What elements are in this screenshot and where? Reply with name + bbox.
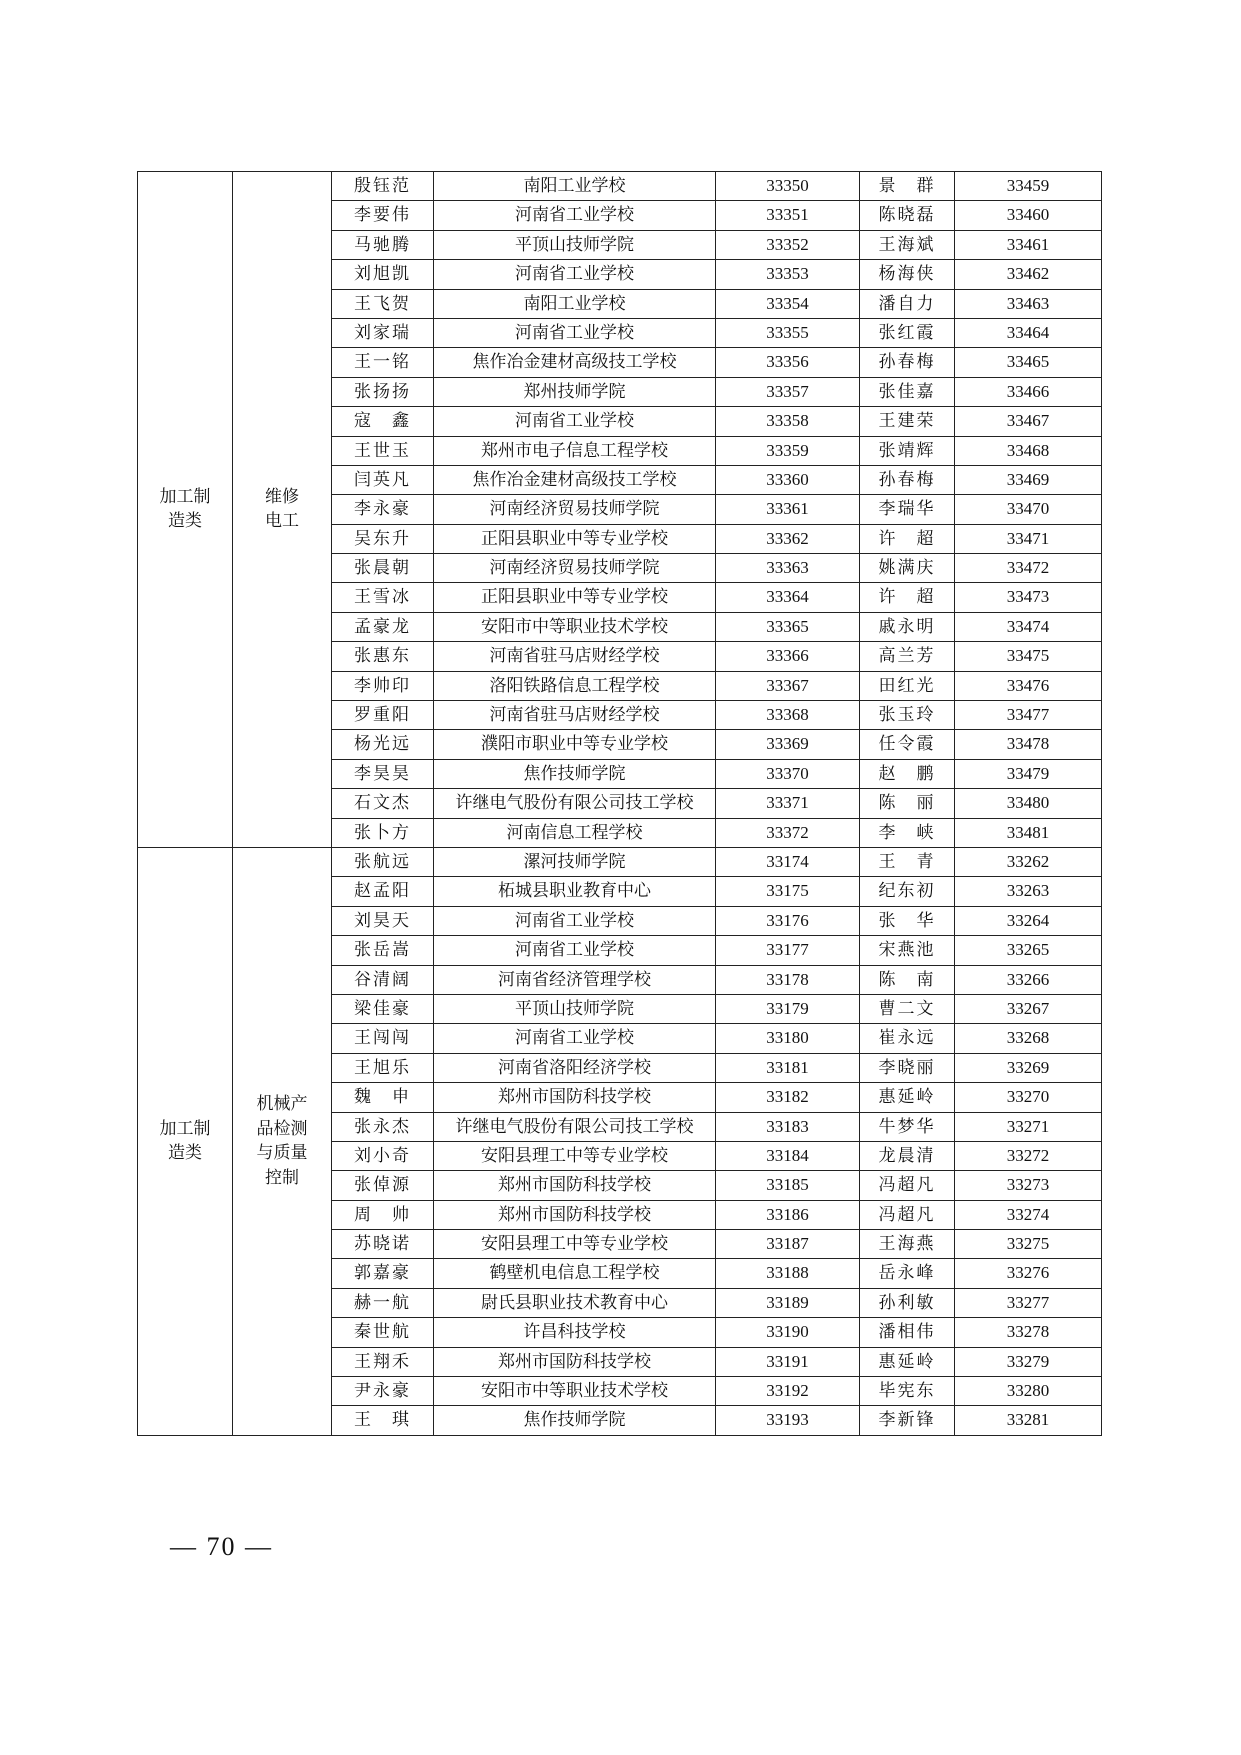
- student-name-cell: 郭嘉豪: [332, 1259, 434, 1288]
- teacher-name-cell: 王海斌: [860, 230, 955, 259]
- student-name-cell: 吴东升: [332, 524, 434, 553]
- student-name-cell: 刘昊天: [332, 906, 434, 935]
- teacher-name-cell: 惠延岭: [860, 1347, 955, 1376]
- category-cell: [138, 847, 233, 1435]
- teacher-code-cell: 33470: [955, 495, 1102, 524]
- teacher-name-cell: 纪东初: [860, 877, 955, 906]
- teacher-code-cell: 33263: [955, 877, 1102, 906]
- table-row: [138, 172, 1102, 201]
- specialty-line: 电工: [265, 511, 299, 532]
- school-cell: 河南省经济管理学校: [434, 965, 716, 994]
- school-cell: 焦作冶金建材高级技工学校: [434, 465, 716, 494]
- student-name-cell: 苏晓诺: [332, 1230, 434, 1259]
- teacher-name-cell: 张玉玲: [860, 701, 955, 730]
- school-cell: 河南省工业学校: [434, 201, 716, 230]
- teacher-code-cell: 33469: [955, 465, 1102, 494]
- student-name-cell: 王世玉: [332, 436, 434, 465]
- student-code-cell: 33351: [716, 201, 860, 230]
- specialty-line: 与质量: [256, 1143, 308, 1164]
- student-name-cell: 李帅印: [332, 671, 434, 700]
- student-code-cell: 33369: [716, 730, 860, 759]
- teacher-code-cell: 33265: [955, 936, 1102, 965]
- school-cell: 尉氏县职业技术教育中心: [434, 1288, 716, 1317]
- student-code-cell: 33187: [716, 1230, 860, 1259]
- page-number: — 70 —: [170, 1532, 273, 1561]
- student-name-cell: 张卜方: [332, 818, 434, 847]
- teacher-code-cell: 33267: [955, 994, 1102, 1023]
- student-name-cell: 张航远: [332, 847, 434, 876]
- teacher-name-cell: 李晓丽: [860, 1053, 955, 1082]
- student-name-cell: 张晨朝: [332, 554, 434, 583]
- student-code-cell: 33360: [716, 465, 860, 494]
- school-cell: 河南省工业学校: [434, 936, 716, 965]
- teacher-name-cell: 姚满庆: [860, 554, 955, 583]
- teacher-name-cell: 龙晨清: [860, 1141, 955, 1170]
- student-name-cell: 赫一航: [332, 1288, 434, 1317]
- school-cell: 安阳县理工中等专业学校: [434, 1230, 716, 1259]
- teacher-code-cell: 33280: [955, 1377, 1102, 1406]
- school-cell: 郑州市国防科技学校: [434, 1083, 716, 1112]
- school-cell: 许继电气股份有限公司技工学校: [434, 1112, 716, 1141]
- teacher-code-cell: 33460: [955, 201, 1102, 230]
- school-cell: 郑州市国防科技学校: [434, 1347, 716, 1376]
- school-cell: 焦作技师学院: [434, 759, 716, 788]
- teacher-code-cell: 33281: [955, 1406, 1102, 1435]
- category-cell: [138, 172, 233, 848]
- school-cell: 河南信息工程学校: [434, 818, 716, 847]
- student-code-cell: 33368: [716, 701, 860, 730]
- school-cell: 河南省工业学校: [434, 906, 716, 935]
- teacher-name-cell: 戚永明: [860, 612, 955, 641]
- school-cell: 焦作技师学院: [434, 1406, 716, 1435]
- teacher-name-cell: 牛梦华: [860, 1112, 955, 1141]
- table-row: [138, 847, 1102, 876]
- teacher-name-cell: 张靖辉: [860, 436, 955, 465]
- school-cell: 正阳县职业中等专业学校: [434, 583, 716, 612]
- student-code-cell: 33350: [716, 172, 860, 201]
- specialty-line: 维修: [265, 486, 299, 507]
- teacher-code-cell: 33465: [955, 348, 1102, 377]
- school-cell: 柘城县职业教育中心: [434, 877, 716, 906]
- specialty-line: 机械产: [256, 1094, 308, 1115]
- school-cell: 河南省驻马店财经学校: [434, 701, 716, 730]
- teacher-name-cell: 张佳嘉: [860, 377, 955, 406]
- category-line: 加工制: [159, 486, 211, 507]
- student-code-cell: 33358: [716, 407, 860, 436]
- student-name-cell: 谷清阔: [332, 965, 434, 994]
- results-table: [137, 171, 1102, 1436]
- student-code-cell: 33370: [716, 759, 860, 788]
- school-cell: 河南省工业学校: [434, 407, 716, 436]
- student-name-cell: 尹永豪: [332, 1377, 434, 1406]
- student-name-cell: 王 琪: [332, 1406, 434, 1435]
- teacher-name-cell: 许 超: [860, 583, 955, 612]
- school-cell: 许昌科技学校: [434, 1318, 716, 1347]
- student-code-cell: 33185: [716, 1171, 860, 1200]
- teacher-code-cell: 33467: [955, 407, 1102, 436]
- student-code-cell: 33364: [716, 583, 860, 612]
- teacher-name-cell: 王 青: [860, 847, 955, 876]
- student-code-cell: 33192: [716, 1377, 860, 1406]
- teacher-name-cell: 冯超凡: [860, 1171, 955, 1200]
- student-code-cell: 33190: [716, 1318, 860, 1347]
- teacher-code-cell: 33480: [955, 789, 1102, 818]
- school-cell: 平顶山技师学院: [434, 994, 716, 1023]
- teacher-code-cell: 33461: [955, 230, 1102, 259]
- teacher-code-cell: 33273: [955, 1171, 1102, 1200]
- student-name-cell: 罗重阳: [332, 701, 434, 730]
- teacher-name-cell: 冯超凡: [860, 1200, 955, 1229]
- school-cell: 河南省洛阳经济学校: [434, 1053, 716, 1082]
- teacher-name-cell: 杨海侠: [860, 260, 955, 289]
- school-cell: 焦作冶金建材高级技工学校: [434, 348, 716, 377]
- school-cell: 安阳市中等职业技术学校: [434, 612, 716, 641]
- student-name-cell: 张倬源: [332, 1171, 434, 1200]
- student-code-cell: 33176: [716, 906, 860, 935]
- teacher-name-cell: 田红光: [860, 671, 955, 700]
- student-name-cell: 殷钰范: [332, 172, 434, 201]
- school-cell: 河南省工业学校: [434, 318, 716, 347]
- teacher-name-cell: 潘自力: [860, 289, 955, 318]
- teacher-code-cell: 33477: [955, 701, 1102, 730]
- school-cell: 河南经济贸易技师学院: [434, 554, 716, 583]
- student-code-cell: 33365: [716, 612, 860, 641]
- student-name-cell: 梁佳豪: [332, 994, 434, 1023]
- school-cell: 平顶山技师学院: [434, 230, 716, 259]
- student-name-cell: 闫英凡: [332, 465, 434, 494]
- teacher-code-cell: 33464: [955, 318, 1102, 347]
- teacher-code-cell: 33478: [955, 730, 1102, 759]
- teacher-code-cell: 33476: [955, 671, 1102, 700]
- teacher-code-cell: 33479: [955, 759, 1102, 788]
- student-name-cell: 张岳嵩: [332, 936, 434, 965]
- student-code-cell: 33184: [716, 1141, 860, 1170]
- teacher-name-cell: 李瑞华: [860, 495, 955, 524]
- student-name-cell: 王翔禾: [332, 1347, 434, 1376]
- teacher-code-cell: 33264: [955, 906, 1102, 935]
- teacher-name-cell: 潘相伟: [860, 1318, 955, 1347]
- teacher-code-cell: 33471: [955, 524, 1102, 553]
- student-code-cell: 33357: [716, 377, 860, 406]
- teacher-name-cell: 李新锋: [860, 1406, 955, 1435]
- student-name-cell: 马驰腾: [332, 230, 434, 259]
- specialty-line: 控制: [265, 1168, 299, 1189]
- student-code-cell: 33178: [716, 965, 860, 994]
- teacher-code-cell: 33468: [955, 436, 1102, 465]
- student-name-cell: 秦世航: [332, 1318, 434, 1347]
- student-code-cell: 33186: [716, 1200, 860, 1229]
- school-cell: 河南经济贸易技师学院: [434, 495, 716, 524]
- school-cell: 河南省工业学校: [434, 260, 716, 289]
- teacher-name-cell: 张红霞: [860, 318, 955, 347]
- student-name-cell: 王飞贺: [332, 289, 434, 318]
- student-name-cell: 王雪冰: [332, 583, 434, 612]
- teacher-code-cell: 33475: [955, 642, 1102, 671]
- student-code-cell: 33177: [716, 936, 860, 965]
- school-cell: 濮阳市职业中等专业学校: [434, 730, 716, 759]
- teacher-name-cell: 李 峡: [860, 818, 955, 847]
- teacher-code-cell: 33481: [955, 818, 1102, 847]
- school-cell: 漯河技师学院: [434, 847, 716, 876]
- student-code-cell: 33180: [716, 1024, 860, 1053]
- student-name-cell: 刘小奇: [332, 1141, 434, 1170]
- student-name-cell: 王一铭: [332, 348, 434, 377]
- teacher-name-cell: 陈 丽: [860, 789, 955, 818]
- student-code-cell: 33356: [716, 348, 860, 377]
- student-name-cell: 寇 鑫: [332, 407, 434, 436]
- student-code-cell: 33174: [716, 847, 860, 876]
- category-line: 造类: [168, 511, 202, 532]
- student-code-cell: 33359: [716, 436, 860, 465]
- teacher-name-cell: 高兰芳: [860, 642, 955, 671]
- teacher-code-cell: 33277: [955, 1288, 1102, 1317]
- student-code-cell: 33363: [716, 554, 860, 583]
- student-code-cell: 33179: [716, 994, 860, 1023]
- student-code-cell: 33175: [716, 877, 860, 906]
- teacher-name-cell: 陈晓磊: [860, 201, 955, 230]
- student-code-cell: 33191: [716, 1347, 860, 1376]
- student-name-cell: 李昊昊: [332, 759, 434, 788]
- student-code-cell: 33189: [716, 1288, 860, 1317]
- school-cell: 洛阳铁路信息工程学校: [434, 671, 716, 700]
- student-name-cell: 张永杰: [332, 1112, 434, 1141]
- student-code-cell: 33182: [716, 1083, 860, 1112]
- teacher-name-cell: 曹二文: [860, 994, 955, 1023]
- table-body: [138, 172, 1102, 1436]
- student-name-cell: 李要伟: [332, 201, 434, 230]
- student-name-cell: 李永豪: [332, 495, 434, 524]
- student-code-cell: 33193: [716, 1406, 860, 1435]
- teacher-name-cell: 毕宪东: [860, 1377, 955, 1406]
- teacher-code-cell: 33466: [955, 377, 1102, 406]
- student-name-cell: 刘旭凯: [332, 260, 434, 289]
- teacher-name-cell: 惠延岭: [860, 1083, 955, 1112]
- student-code-cell: 33354: [716, 289, 860, 318]
- teacher-code-cell: 33278: [955, 1318, 1102, 1347]
- teacher-code-cell: 33472: [955, 554, 1102, 583]
- teacher-name-cell: 任令霞: [860, 730, 955, 759]
- school-cell: 南阳工业学校: [434, 172, 716, 201]
- teacher-code-cell: 33463: [955, 289, 1102, 318]
- specialty-cell: [233, 847, 332, 1435]
- teacher-name-cell: 张 华: [860, 906, 955, 935]
- school-cell: 正阳县职业中等专业学校: [434, 524, 716, 553]
- teacher-code-cell: 33271: [955, 1112, 1102, 1141]
- school-cell: 郑州市国防科技学校: [434, 1171, 716, 1200]
- student-name-cell: 孟豪龙: [332, 612, 434, 641]
- teacher-name-cell: 王建荣: [860, 407, 955, 436]
- student-code-cell: 33188: [716, 1259, 860, 1288]
- school-cell: 河南省驻马店财经学校: [434, 642, 716, 671]
- teacher-name-cell: 崔永远: [860, 1024, 955, 1053]
- school-cell: 鹤壁机电信息工程学校: [434, 1259, 716, 1288]
- teacher-code-cell: 33462: [955, 260, 1102, 289]
- school-cell: 郑州市国防科技学校: [434, 1200, 716, 1229]
- student-code-cell: 33352: [716, 230, 860, 259]
- student-code-cell: 33353: [716, 260, 860, 289]
- teacher-code-cell: 33276: [955, 1259, 1102, 1288]
- student-name-cell: 王旭乐: [332, 1053, 434, 1082]
- teacher-code-cell: 33459: [955, 172, 1102, 201]
- teacher-code-cell: 33268: [955, 1024, 1102, 1053]
- school-cell: 河南省工业学校: [434, 1024, 716, 1053]
- school-cell: 南阳工业学校: [434, 289, 716, 318]
- student-name-cell: 王闯闯: [332, 1024, 434, 1053]
- teacher-name-cell: 孙春梅: [860, 465, 955, 494]
- teacher-name-cell: 岳永峰: [860, 1259, 955, 1288]
- student-name-cell: 赵孟阳: [332, 877, 434, 906]
- teacher-code-cell: 33272: [955, 1141, 1102, 1170]
- school-cell: 郑州市电子信息工程学校: [434, 436, 716, 465]
- student-code-cell: 33361: [716, 495, 860, 524]
- teacher-code-cell: 33262: [955, 847, 1102, 876]
- student-name-cell: 刘家瑞: [332, 318, 434, 347]
- teacher-code-cell: 33269: [955, 1053, 1102, 1082]
- teacher-name-cell: 许 超: [860, 524, 955, 553]
- student-name-cell: 魏 申: [332, 1083, 434, 1112]
- school-cell: 安阳市中等职业技术学校: [434, 1377, 716, 1406]
- student-name-cell: 杨光远: [332, 730, 434, 759]
- teacher-name-cell: 王海燕: [860, 1230, 955, 1259]
- teacher-name-cell: 孙春梅: [860, 348, 955, 377]
- student-code-cell: 33367: [716, 671, 860, 700]
- teacher-code-cell: 33474: [955, 612, 1102, 641]
- teacher-code-cell: 33274: [955, 1200, 1102, 1229]
- student-code-cell: 33371: [716, 789, 860, 818]
- student-name-cell: 石文杰: [332, 789, 434, 818]
- teacher-name-cell: 孙利敏: [860, 1288, 955, 1317]
- teacher-name-cell: 赵 鹏: [860, 759, 955, 788]
- category-line: 加工制: [159, 1118, 211, 1139]
- student-name-cell: 张惠东: [332, 642, 434, 671]
- teacher-code-cell: 33473: [955, 583, 1102, 612]
- student-name-cell: 周 帅: [332, 1200, 434, 1229]
- school-cell: 许继电气股份有限公司技工学校: [434, 789, 716, 818]
- specialty-line: 品检测: [256, 1118, 308, 1139]
- student-code-cell: 33366: [716, 642, 860, 671]
- teacher-name-cell: 陈 南: [860, 965, 955, 994]
- specialty-cell: [233, 172, 332, 848]
- school-cell: 安阳县理工中等专业学校: [434, 1141, 716, 1170]
- student-code-cell: 33183: [716, 1112, 860, 1141]
- teacher-name-cell: 景 群: [860, 172, 955, 201]
- category-line: 造类: [168, 1143, 202, 1164]
- school-cell: 郑州技师学院: [434, 377, 716, 406]
- teacher-code-cell: 33266: [955, 965, 1102, 994]
- student-code-cell: 33181: [716, 1053, 860, 1082]
- teacher-code-cell: 33275: [955, 1230, 1102, 1259]
- teacher-name-cell: 宋燕池: [860, 936, 955, 965]
- teacher-code-cell: 33270: [955, 1083, 1102, 1112]
- student-name-cell: 张扬扬: [332, 377, 434, 406]
- student-code-cell: 33362: [716, 524, 860, 553]
- teacher-code-cell: 33279: [955, 1347, 1102, 1376]
- student-code-cell: 33355: [716, 318, 860, 347]
- student-code-cell: 33372: [716, 818, 860, 847]
